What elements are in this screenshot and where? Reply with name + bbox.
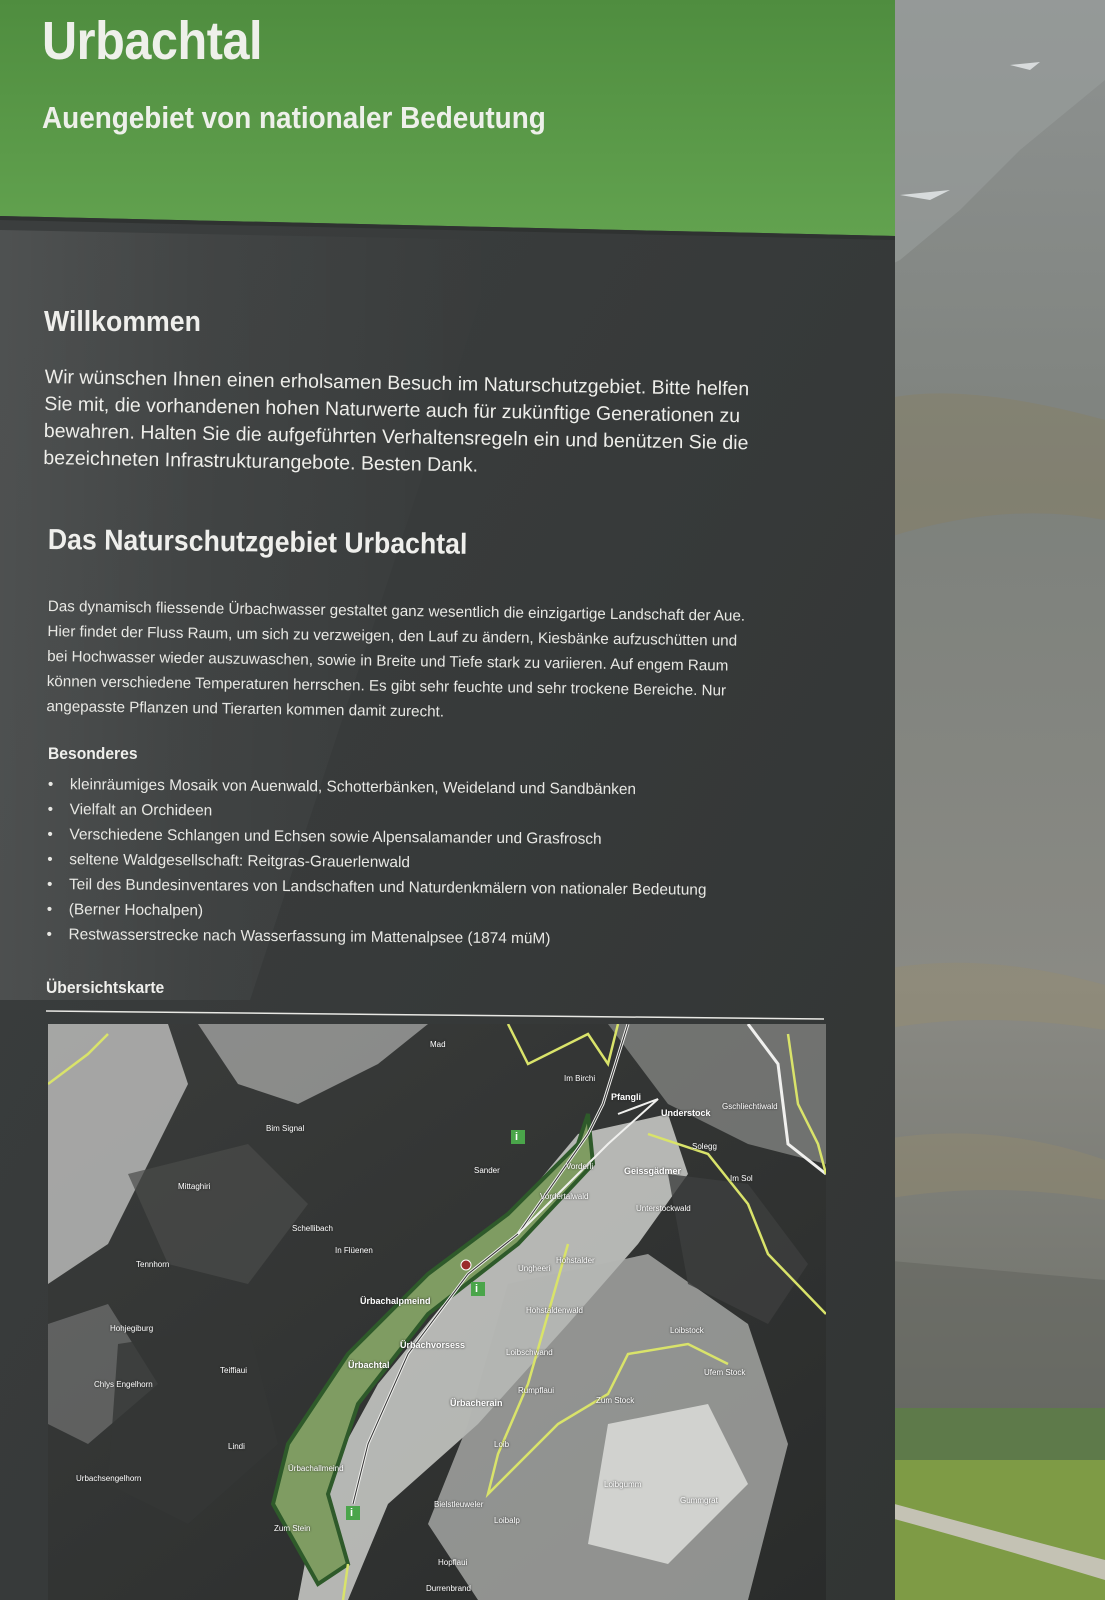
special-item: • Vielfalt an Orchideen [48, 797, 808, 829]
map-label: Ufem Stock [704, 1368, 746, 1377]
map-label: Pfangli [611, 1092, 642, 1102]
map-label: Im Birchi [564, 1074, 596, 1083]
info-marker-label: i [475, 1283, 479, 1295]
special-item-continued: • (Berner Hochalpen) [47, 897, 807, 929]
overview-map [48, 1024, 826, 1600]
tree-line [880, 1408, 1105, 1460]
map-label: Schellibach [292, 1224, 333, 1233]
welcome-line: bezeichneten Infrastrukturangebote. Besten Dank. [43, 446, 479, 477]
reserve-line: bei Hochwasser wieder auszuwaschen, sowie in Breite und Tiefe stark zu variieren. Auf engem Raum [47, 647, 729, 675]
map-label: Ungheeri [518, 1264, 551, 1273]
map-label: Hohjegiburg [110, 1324, 154, 1333]
map-label: Loibalp [494, 1516, 520, 1525]
map-label: Gschliechtiwald [722, 1102, 778, 1111]
map-label: Loibgumm [604, 1480, 642, 1489]
welcome-line: Sie mit, die vorhandenen hohen Naturwerte auch für zukünftige Generationen zu [44, 392, 741, 428]
map-label: Solegg [692, 1142, 717, 1151]
reserve-line: Hier findet der Fluss Raum, um sich zu verzweigen, den Lauf zu ändern, Kiesbänke aufzuschütten und [47, 622, 738, 650]
map-label: Understock [661, 1108, 711, 1118]
map-label: Ürbachtal [348, 1360, 390, 1370]
map-label: Gummgrat [680, 1496, 718, 1505]
map-label: Loib [494, 1440, 510, 1449]
reserve-line: können verschiedene Temperaturen herrschen. Es gibt sehr feuchte und sehr trockene Bereiche. Nur [46, 672, 727, 700]
map-label: Sander [474, 1166, 500, 1175]
map-label: Chlys Engelhorn [94, 1380, 153, 1389]
sign-title: Urbachtal [42, 11, 263, 71]
map-label: Vordertalwald [540, 1192, 589, 1201]
info-marker-label: i [515, 1131, 519, 1143]
location-marker [461, 1260, 471, 1270]
welcome-line: bewahren. Halten Sie die aufgeführten Verhaltensregeln ein und benützen Sie die [43, 419, 749, 455]
special-item: • Restwasserstrecke nach Wasserfassung im Mattenalpsee (1874 müM) [46, 922, 806, 954]
map-label: Hopflaui [438, 1558, 468, 1567]
map-label: Ürbachvorsess [400, 1340, 466, 1350]
map-label: Ürbacherain [450, 1398, 503, 1408]
special-item: • kleinräumiges Mosaik von Auenwald, Schotterbänken, Weideland und Sandbänken [48, 772, 808, 804]
sign-subtitle: Auengebiet von nationaler Bedeutung [42, 100, 546, 135]
reserve-text [46, 594, 838, 730]
welcome-text [43, 364, 835, 486]
map-label: Urbachsengelhorn [76, 1474, 142, 1483]
map-label: Mittaghiri [178, 1182, 211, 1191]
map-heading: Übersichtskarte [46, 978, 165, 997]
map-label: Loibschwand [506, 1348, 553, 1357]
meadow [880, 1460, 1105, 1600]
map-label: Bielstleuweler [434, 1500, 484, 1509]
map-label: Loibstock [670, 1326, 704, 1335]
map-label: Teiffiaui [220, 1366, 247, 1375]
map-label: Lindi [228, 1442, 245, 1451]
special-item: • Teil des Bundesinventares von Landschaften und Naturdenkmälern von nationaler Bedeutung [47, 872, 807, 904]
special-item: • seltene Waldgesellschaft: Reitgras-Grauerlenwald [47, 847, 807, 879]
map-label: Bim Signal [266, 1124, 305, 1133]
map-label: Mad [430, 1040, 446, 1049]
map-label: Ürbachallmeind [288, 1464, 344, 1473]
special-item: • Verschiedene Schlangen und Echsen sowie Alpensalamander und Grasfrosch [47, 822, 807, 854]
map-label: Unterstockwald [636, 1204, 691, 1213]
map-label: Zum Stein [274, 1524, 311, 1533]
reserve-line: angepasste Pflanzen und Tierarten kommen damit zurecht. [46, 697, 445, 721]
map-label: Hohstaldenwald [526, 1306, 583, 1315]
map-label: Zum Stock [596, 1396, 635, 1405]
welcome-heading: Willkommen [44, 306, 201, 338]
info-marker-label: i [350, 1507, 354, 1519]
map-label: Geissgädmer [624, 1166, 682, 1176]
map-label: Durrenbrand [426, 1584, 471, 1593]
special-heading: Besonderes [48, 744, 138, 763]
map-label: Hohstalder [556, 1256, 595, 1265]
map-label: Im Sol [730, 1174, 753, 1183]
map-label: In Flüenen [335, 1246, 373, 1255]
special-list [46, 772, 807, 954]
map-label: Tennhorn [136, 1260, 170, 1269]
map-label: Ürbachalpmeind [360, 1296, 431, 1306]
welcome-line: Wir wünschen Ihnen einen erholsamen Besuch im Naturschutzgebiet. Bitte helfen [44, 365, 750, 401]
map-label: Vorderli [566, 1162, 594, 1171]
reserve-heading: Das Naturschutzgebiet Urbachtal [47, 524, 468, 561]
map-label: Rumpflaui [518, 1386, 555, 1395]
reserve-line: Das dynamisch fliessende Ürbachwasser gestaltet ganz wesentlich die einzigartige Landschaft der Aue. [47, 597, 746, 625]
